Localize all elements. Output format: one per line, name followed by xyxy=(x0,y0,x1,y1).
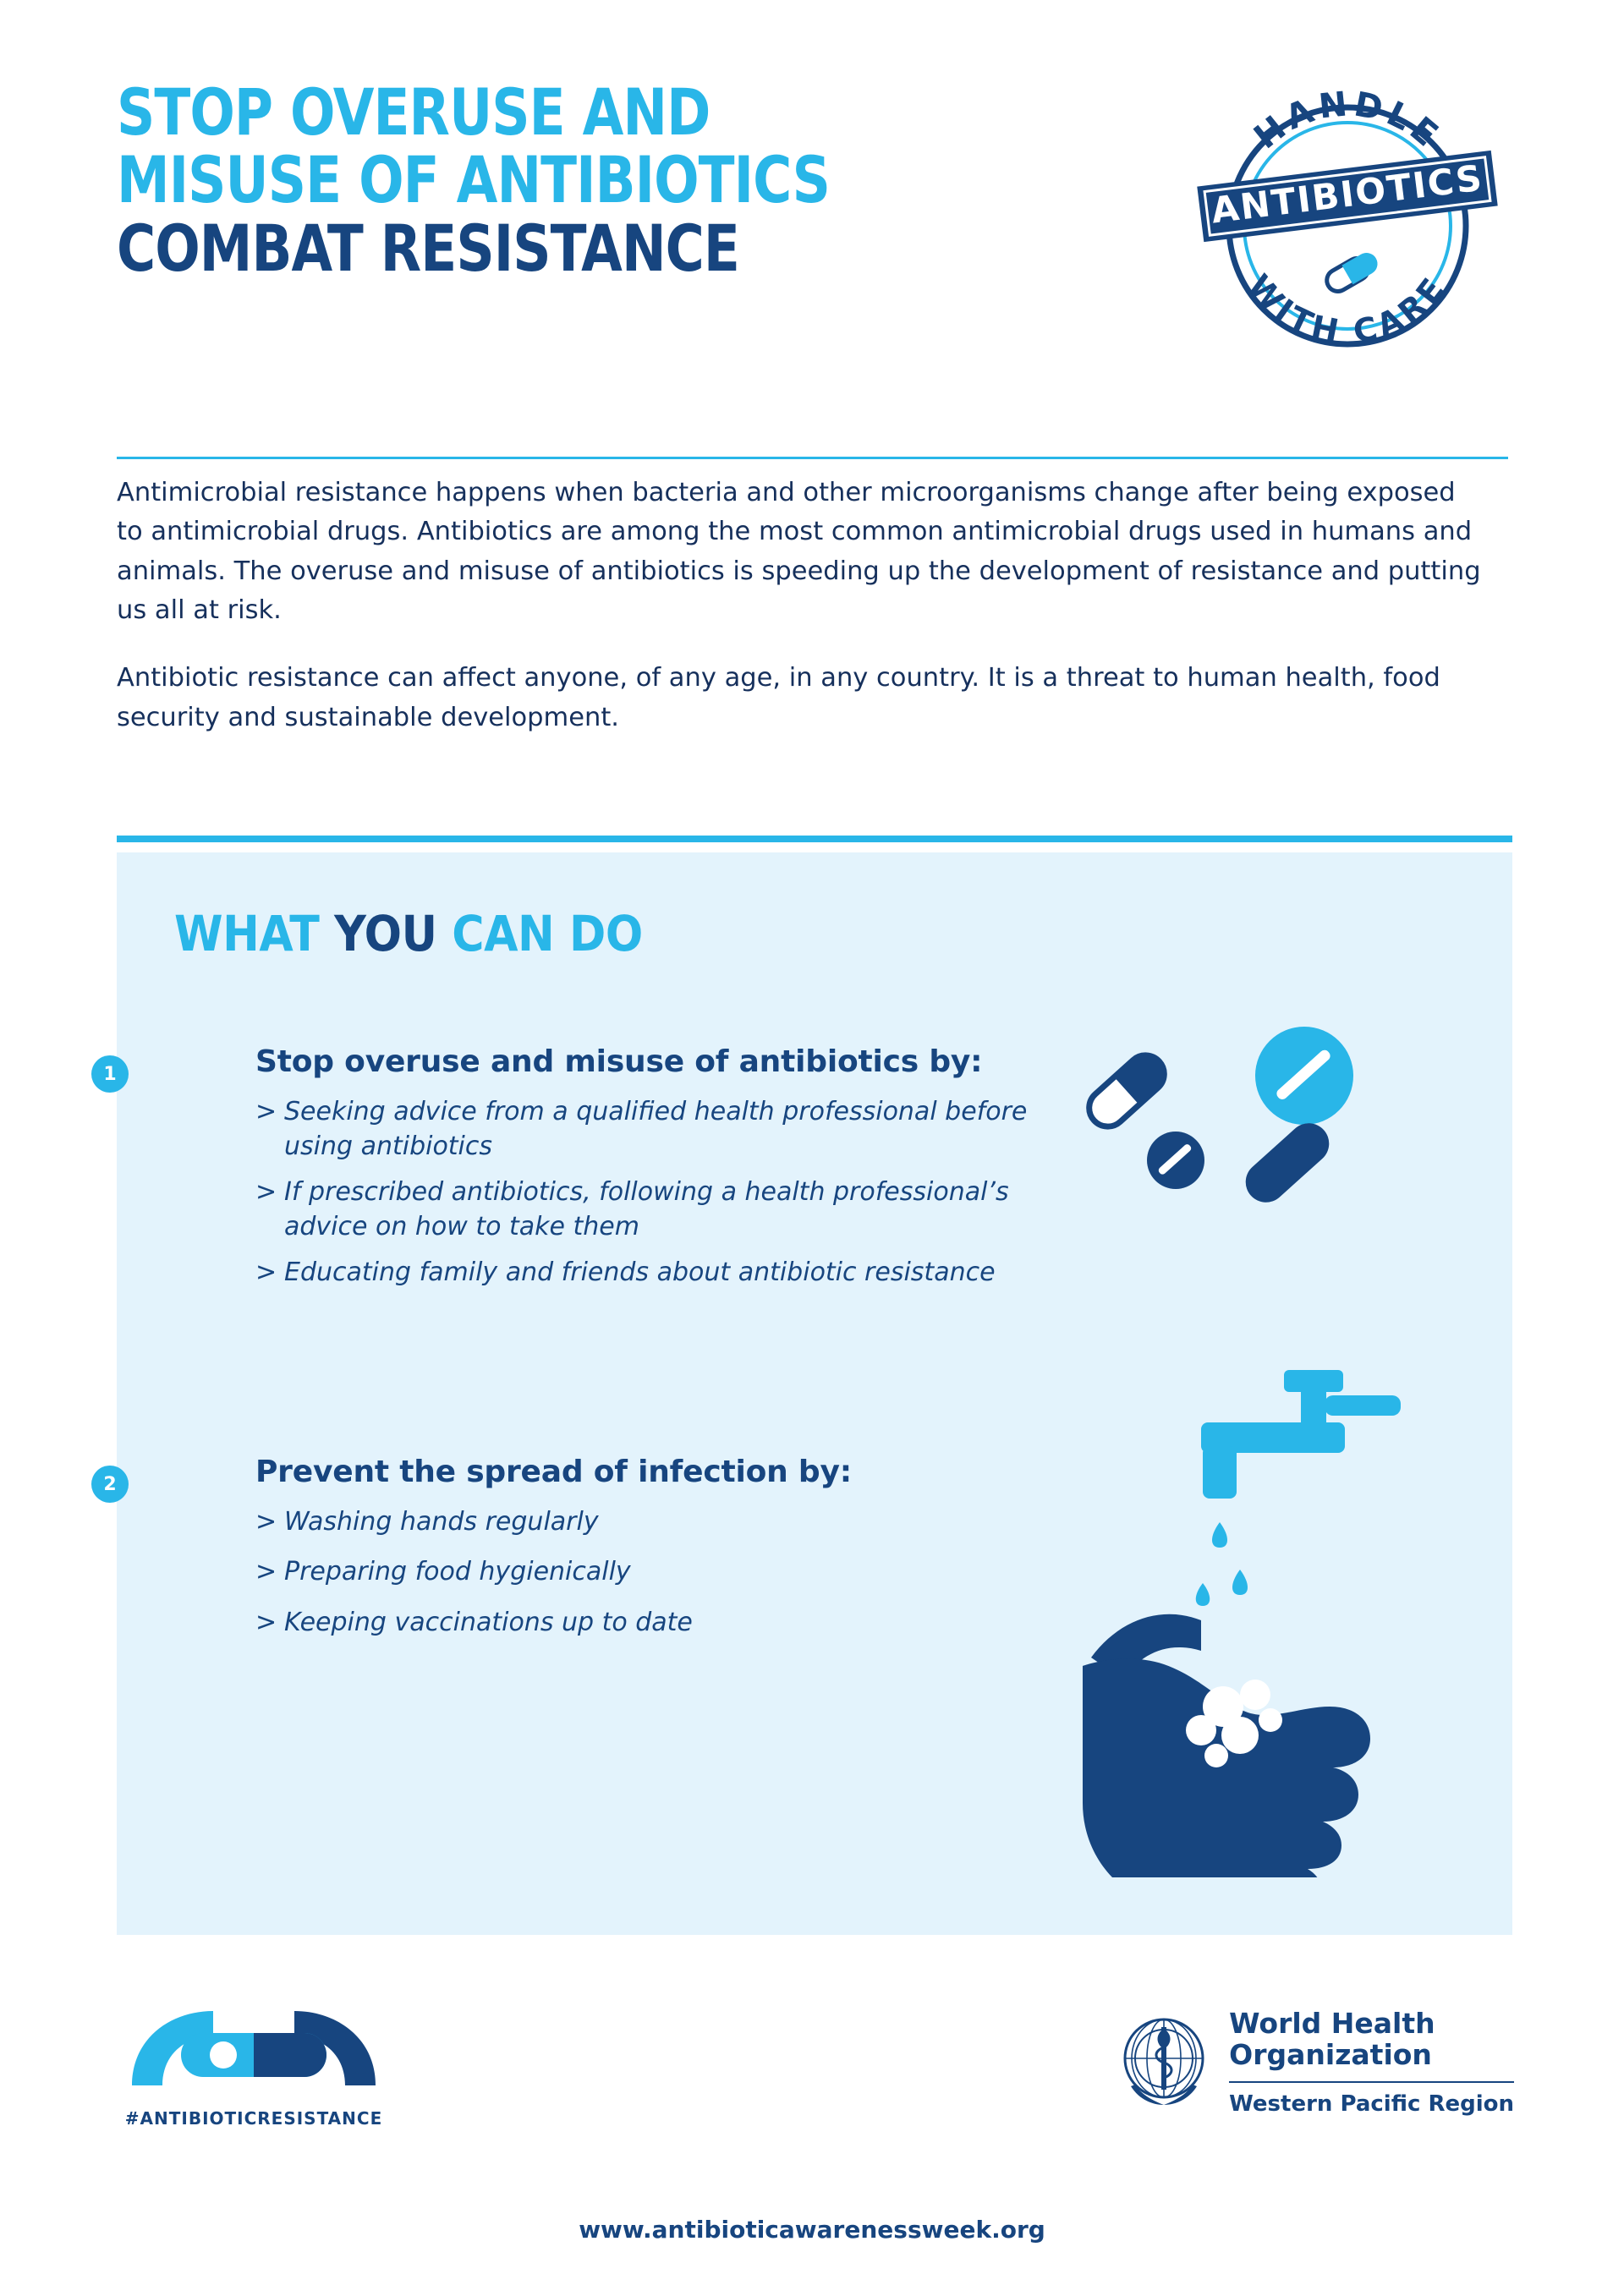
who-name-line-2: Organization xyxy=(1229,2037,1432,2071)
list-item-2 xyxy=(174,1455,1071,1655)
who-text-block xyxy=(1229,2008,1514,2117)
handwashing-icon xyxy=(1074,1370,1413,1877)
page-title xyxy=(117,74,1132,286)
panel-title-part-1: WHAT xyxy=(174,905,335,962)
list-item: > Seeking advice from a qualified health professional before using antibiotics xyxy=(255,1094,1071,1164)
intro-paragraph-2: Antibiotic resistance can affect anyone, of any age, in any country. It is a threat to human health, food security and sustainable development. xyxy=(117,663,1440,732)
panel-title-part-3: CAN DO xyxy=(452,905,643,962)
antibiotic-resistance-logo xyxy=(118,2004,389,2129)
who-region-label: Western Pacific Region xyxy=(1229,2081,1514,2117)
list-item: > Preparing food hygienically xyxy=(255,1554,1071,1589)
list-item: > Educating family and friends about antibiotic resistance xyxy=(255,1255,1071,1290)
website-url[interactable]: www.antibioticawarenessweek.org xyxy=(579,2216,1045,2244)
pills-icon xyxy=(1074,1023,1379,1235)
who-name-line-1: World Health xyxy=(1229,2007,1435,2040)
badge-bottom-text: WITH CARE xyxy=(1240,267,1455,351)
panel-title-part-2: YOU xyxy=(334,905,453,962)
item-number-2: 2 xyxy=(91,1466,129,1503)
hands-capsule-icon xyxy=(118,2004,389,2097)
list-item: > Washing hands regularly xyxy=(255,1504,1071,1539)
title-line-1: STOP OVERUSE AND xyxy=(117,74,710,150)
list-item: > Keeping vaccinations up to date xyxy=(255,1605,1071,1640)
handle-with-care-badge xyxy=(1191,69,1504,374)
list-item-1 xyxy=(174,1044,1071,1300)
item-1-heading: Stop overuse and misuse of antibiotics by: xyxy=(255,1044,983,1079)
item-number-1: 1 xyxy=(91,1055,129,1093)
intro-text xyxy=(117,474,1487,737)
divider-thick xyxy=(117,836,1512,842)
item-1-bullets xyxy=(255,1094,1071,1290)
badge-top-text: HANDLE xyxy=(1247,84,1449,157)
hashtag-label: #ANTIBIOTICRESISTANCE xyxy=(124,2108,383,2129)
list-item: > If prescribed antibiotics, following a health professional’s advice on how to take them xyxy=(255,1175,1071,1245)
divider-thin xyxy=(117,457,1508,459)
item-2-heading: Prevent the spread of infection by: xyxy=(255,1455,852,1489)
panel-title xyxy=(174,905,643,962)
svg-text:HANDLE xyxy=(1247,85,1448,157)
who-logo xyxy=(1114,2008,1514,2117)
item-2-bullets xyxy=(255,1504,1071,1640)
title-line-3: COMBAT RESISTANCE xyxy=(117,210,739,286)
who-emblem-icon xyxy=(1114,2008,1214,2108)
intro-paragraph-1: Antimicrobial resistance happens when bacteria and other microorganisms change after being exposed to antimicrobial drugs. Antibiotics are among the most common antimicrobial drugs used in humans and animals. The overuse and misuse of antibiotics is speeding up the development of resistance and putting us all at risk. xyxy=(117,478,1481,626)
title-line-2: MISUSE OF ANTIBIOTICS xyxy=(117,142,831,218)
badge-ribbon-text: ANTIBIOTICS xyxy=(1209,156,1486,232)
